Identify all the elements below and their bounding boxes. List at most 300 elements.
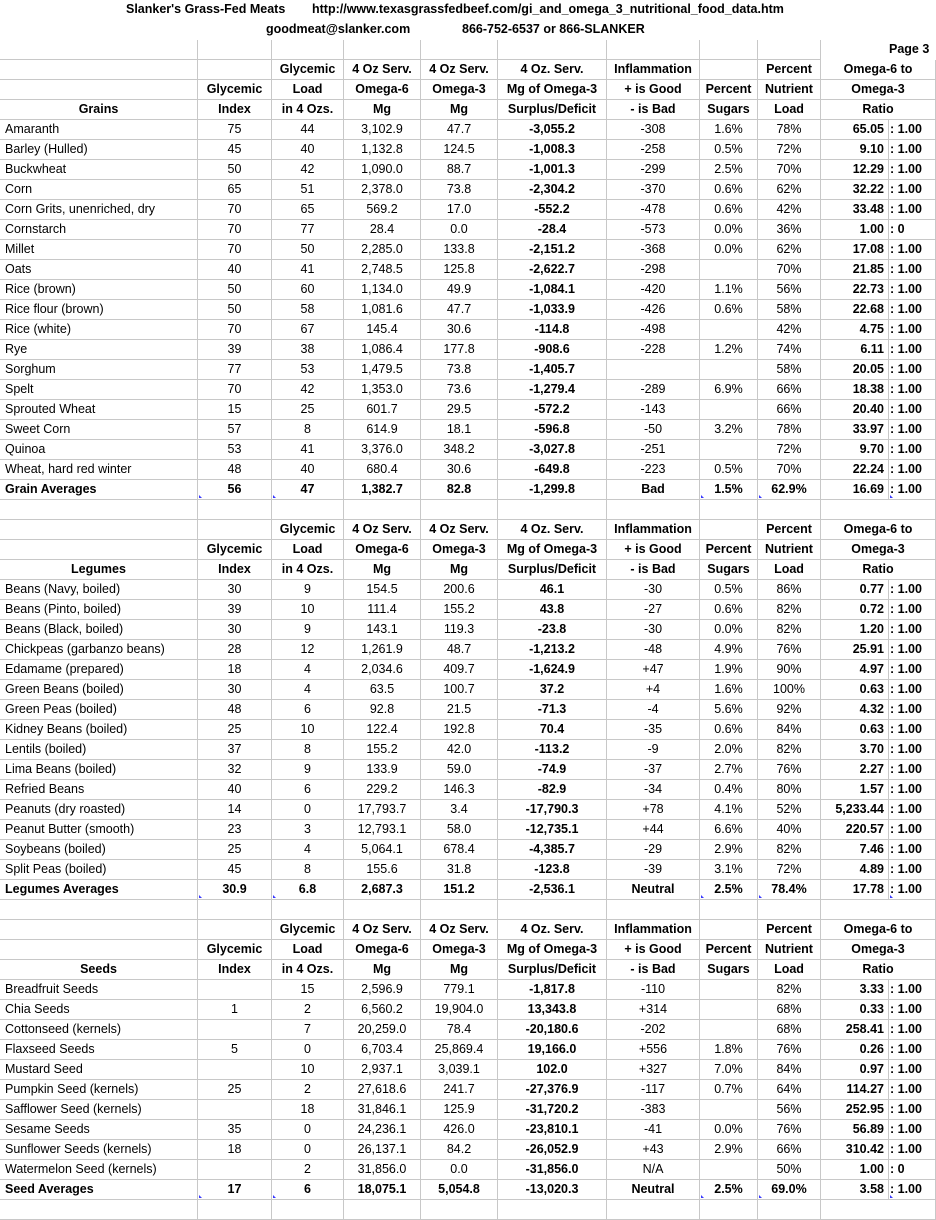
- percent-sugars: 2.5%: [700, 160, 758, 180]
- nutrient-load: 92%: [758, 700, 821, 720]
- omega6-mg: 31,846.1: [344, 1100, 421, 1120]
- ratio-value: 9.70: [821, 440, 889, 460]
- inflammation-average: Neutral: [607, 880, 700, 900]
- glycemic-load: 4: [272, 660, 344, 680]
- table-row: [0, 660, 936, 680]
- nutrient-load-header: Nutrient: [758, 540, 821, 560]
- ratio-suffix: : 1.00: [889, 820, 936, 840]
- table-row: [0, 680, 936, 700]
- nutrient-load: 68%: [758, 1000, 821, 1020]
- inflammation: -298: [607, 260, 700, 280]
- empty-cell: [607, 1200, 700, 1220]
- percent-sugars: 1.6%: [700, 120, 758, 140]
- inflammation: -4: [607, 700, 700, 720]
- ratio-value: 0.72: [821, 600, 889, 620]
- glycemic-index-average: 56: [198, 480, 272, 500]
- glycemic-index: 45: [198, 860, 272, 880]
- percent-sugars: 2.9%: [700, 1140, 758, 1160]
- omega3-mg: 73.6: [421, 380, 498, 400]
- omega6-mg: 680.4: [344, 460, 421, 480]
- table-row: [0, 180, 936, 200]
- omega3-mg: 426.0: [421, 1120, 498, 1140]
- omega6-mg: 145.4: [344, 320, 421, 340]
- glycemic-load: 8: [272, 740, 344, 760]
- omega6-mg: 614.9: [344, 420, 421, 440]
- food-name: Quinoa: [0, 440, 198, 460]
- inflammation-header: + is Good: [607, 940, 700, 960]
- omega3-surplus-deficit: -74.9: [498, 760, 607, 780]
- email: goodmeat@slanker.com: [266, 22, 411, 36]
- table-row: [0, 300, 936, 320]
- glycemic-index: 1: [198, 1000, 272, 1020]
- glycemic-index-header: Glycemic: [198, 940, 272, 960]
- food-name: Rice (white): [0, 320, 198, 340]
- glycemic-index-header: Glycemic: [198, 540, 272, 560]
- ratio-header: Omega-3: [821, 80, 936, 100]
- table-row: [0, 580, 936, 600]
- omega3-surplus-deficit: -3,027.8: [498, 440, 607, 460]
- omega3-surplus-deficit: 70.4: [498, 720, 607, 740]
- glycemic-load-header: in 4 Ozs.: [272, 100, 344, 120]
- omega3-header: Omega-3: [421, 540, 498, 560]
- food-name: Barley (Hulled): [0, 140, 198, 160]
- omega3-mg: 125.9: [421, 1100, 498, 1120]
- percent-sugars: 0.6%: [700, 180, 758, 200]
- table-row: [0, 280, 936, 300]
- ratio-value: 114.27: [821, 1080, 889, 1100]
- table-row: [0, 860, 936, 880]
- glycemic-index: 30: [198, 580, 272, 600]
- sugars-header: Sugars: [700, 560, 758, 580]
- glycemic-load-header: in 4 Ozs.: [272, 560, 344, 580]
- ratio-suffix: : 0: [889, 220, 936, 240]
- ratio-header: Omega-3: [821, 940, 936, 960]
- glycemic-load: 8: [272, 860, 344, 880]
- ratio-suffix: : 1.00: [889, 640, 936, 660]
- food-name: Peanut Butter (smooth): [0, 820, 198, 840]
- table-row: [0, 600, 936, 620]
- food-name: Corn: [0, 180, 198, 200]
- inflammation: -30: [607, 580, 700, 600]
- average-row: [0, 1180, 936, 1200]
- omega3-surplus-deficit: -1,033.9: [498, 300, 607, 320]
- food-name: Refried Beans: [0, 780, 198, 800]
- glycemic-index: 25: [198, 840, 272, 860]
- nutrient-load: 68%: [758, 1020, 821, 1040]
- ratio-suffix: : 1.00: [889, 180, 936, 200]
- sugars-header: [700, 920, 758, 940]
- company-name: Slanker's Grass-Fed Meats: [126, 2, 286, 16]
- inflammation: -48: [607, 640, 700, 660]
- percent-sugars: 6.6%: [700, 820, 758, 840]
- title-row: [0, 0, 936, 20]
- omega3-mg-average: 5,054.8: [421, 1180, 498, 1200]
- percent-sugars-average: 2.5%: [700, 880, 758, 900]
- header-row: [0, 80, 936, 100]
- empty-cell: [421, 900, 498, 920]
- omega6-mg: 5,064.1: [344, 840, 421, 860]
- percent-sugars: 1.9%: [700, 660, 758, 680]
- glycemic-load: 2: [272, 1160, 344, 1180]
- ratio-suffix: : 1.00: [889, 160, 936, 180]
- omega6-header: 4 Oz Serv.: [344, 60, 421, 80]
- header-row: [0, 100, 936, 120]
- percent-sugars: [700, 980, 758, 1000]
- omega3-header: Omega-3: [421, 80, 498, 100]
- percent-sugars: 3.1%: [700, 860, 758, 880]
- omega6-mg: 2,034.6: [344, 660, 421, 680]
- header-row: [0, 540, 936, 560]
- empty-cell: [272, 900, 344, 920]
- glycemic-index-header: Index: [198, 960, 272, 980]
- omega3-header: Mg: [421, 560, 498, 580]
- glycemic-index: 32: [198, 760, 272, 780]
- glycemic-index: 23: [198, 820, 272, 840]
- omega3-surplus-deficit: 102.0: [498, 1060, 607, 1080]
- omega3-surplus-deficit: -23,810.1: [498, 1120, 607, 1140]
- omega6-mg: 1,086.4: [344, 340, 421, 360]
- inflammation: -39: [607, 860, 700, 880]
- nutrient-load-header: Load: [758, 960, 821, 980]
- empty-cell: [700, 40, 758, 60]
- omega3-surplus-deficit: -27,376.9: [498, 1080, 607, 1100]
- nutrient-load: 58%: [758, 360, 821, 380]
- omega3-surplus-deficit: -3,055.2: [498, 120, 607, 140]
- omega3-surplus-deficit: -23.8: [498, 620, 607, 640]
- inflammation: N/A: [607, 1160, 700, 1180]
- omega6-header: Mg: [344, 100, 421, 120]
- nutrient-load: 82%: [758, 740, 821, 760]
- table-row: [0, 420, 936, 440]
- omega6-mg: 3,102.9: [344, 120, 421, 140]
- inflammation: -41: [607, 1120, 700, 1140]
- omega3-surplus-deficit: -649.8: [498, 460, 607, 480]
- omega6-header: Omega-6: [344, 940, 421, 960]
- food-name: Lentils (boiled): [0, 740, 198, 760]
- omega3-mg: 133.8: [421, 240, 498, 260]
- nutrient-load: 70%: [758, 260, 821, 280]
- table-row: [0, 800, 936, 820]
- sugars-header: Percent: [700, 940, 758, 960]
- percent-sugars: 4.1%: [700, 800, 758, 820]
- glycemic-index: [198, 1160, 272, 1180]
- ratio-suffix: : 1.00: [889, 980, 936, 1000]
- glycemic-index: 70: [198, 220, 272, 240]
- table-row: [0, 380, 936, 400]
- ratio-value: 0.77: [821, 580, 889, 600]
- ratio-suffix: : 1.00: [889, 680, 936, 700]
- inflammation: -35: [607, 720, 700, 740]
- glycemic-load: 10: [272, 1060, 344, 1080]
- inflammation: -30: [607, 620, 700, 640]
- omega6-mg: 1,353.0: [344, 380, 421, 400]
- inflammation: -110: [607, 980, 700, 1000]
- omega3-surplus-deficit: -2,304.2: [498, 180, 607, 200]
- nutrient-load-header: Percent: [758, 920, 821, 940]
- omega3-surplus-deficit: -12,735.1: [498, 820, 607, 840]
- header-row: [0, 60, 936, 80]
- omega3-surplus-deficit: -28.4: [498, 220, 607, 240]
- food-name: Corn Grits, unenriched, dry: [0, 200, 198, 220]
- ratio-header: Omega-6 to: [821, 520, 936, 540]
- omega6-header: Mg: [344, 560, 421, 580]
- omega6-mg: 2,937.1: [344, 1060, 421, 1080]
- omega3-surplus-deficit: 19,166.0: [498, 1040, 607, 1060]
- nutrient-load: 74%: [758, 340, 821, 360]
- percent-sugars: 0.6%: [700, 720, 758, 740]
- nutrient-load: 72%: [758, 440, 821, 460]
- omega3-mg: 241.7: [421, 1080, 498, 1100]
- glycemic-load: 4: [272, 840, 344, 860]
- ratio-suffix: : 1.00: [889, 1140, 936, 1160]
- ratio-value-average: 16.69: [821, 480, 889, 500]
- sugars-header: [700, 60, 758, 80]
- glycemic-index-average: 17: [198, 1180, 272, 1200]
- empty-cell: [272, 500, 344, 520]
- omega3-mg: 19,904.0: [421, 1000, 498, 1020]
- glycemic-index-header: Index: [198, 560, 272, 580]
- inflammation-average: Neutral: [607, 1180, 700, 1200]
- omega3-mg: 678.4: [421, 840, 498, 860]
- food-name: Beans (Navy, boiled): [0, 580, 198, 600]
- omega6-mg: 155.2: [344, 740, 421, 760]
- ratio-value: 22.68: [821, 300, 889, 320]
- ratio-suffix: : 1.00: [889, 860, 936, 880]
- empty-cell: [0, 40, 198, 60]
- inflammation: -308: [607, 120, 700, 140]
- omega3-surplus-deficit: -1,084.1: [498, 280, 607, 300]
- food-name: Watermelon Seed (kernels): [0, 1160, 198, 1180]
- glycemic-load: 44: [272, 120, 344, 140]
- ratio-suffix: : 1.00: [889, 140, 936, 160]
- empty-cell: [421, 40, 498, 60]
- food-name: Cottonseed (kernels): [0, 1020, 198, 1040]
- omega6-mg: 155.6: [344, 860, 421, 880]
- glycemic-load: 18: [272, 1100, 344, 1120]
- ratio-suffix: : 1.00: [889, 320, 936, 340]
- nutrient-load: 52%: [758, 800, 821, 820]
- sugars-header: Percent: [700, 80, 758, 100]
- nutrient-load: 76%: [758, 1040, 821, 1060]
- inflammation-header: + is Good: [607, 80, 700, 100]
- empty-cell: [607, 900, 700, 920]
- nutrient-load: 42%: [758, 320, 821, 340]
- inflammation: -27: [607, 600, 700, 620]
- glycemic-index: 77: [198, 360, 272, 380]
- inflammation-header: + is Good: [607, 540, 700, 560]
- category: [0, 520, 198, 540]
- omega3-surplus-deficit: -552.2: [498, 200, 607, 220]
- ratio-value: 22.73: [821, 280, 889, 300]
- omega3-surplus-deficit: -1,279.4: [498, 380, 607, 400]
- empty-cell: [498, 1200, 607, 1220]
- glycemic-index: 25: [198, 1080, 272, 1100]
- food-name: Split Peas (boiled): [0, 860, 198, 880]
- omega3-surplus-deficit: -2,622.7: [498, 260, 607, 280]
- nutrient-load-header: Percent: [758, 60, 821, 80]
- ratio-suffix: : 1.00: [889, 1020, 936, 1040]
- empty-cell: [272, 40, 344, 60]
- nutrient-load: 76%: [758, 760, 821, 780]
- omega3-surplus-deficit: -17,790.3: [498, 800, 607, 820]
- empty-cell: [607, 500, 700, 520]
- ratio-value: 1.00: [821, 1160, 889, 1180]
- sugars-header: Sugars: [700, 960, 758, 980]
- glycemic-load-average: 6.8: [272, 880, 344, 900]
- omega6-mg: 2,378.0: [344, 180, 421, 200]
- percent-sugars: [700, 260, 758, 280]
- nutrient-load: 66%: [758, 380, 821, 400]
- omega6-mg: 20,259.0: [344, 1020, 421, 1040]
- omega6-mg: 122.4: [344, 720, 421, 740]
- omega3-surplus-deficit: -4,385.7: [498, 840, 607, 860]
- glycemic-load: 58: [272, 300, 344, 320]
- glycemic-load: 38: [272, 340, 344, 360]
- food-name: Lima Beans (boiled): [0, 760, 198, 780]
- surplus-deficit-header: Surplus/Deficit: [498, 560, 607, 580]
- glycemic-index: 15: [198, 400, 272, 420]
- ratio-header: Ratio: [821, 960, 936, 980]
- glycemic-load: 67: [272, 320, 344, 340]
- glycemic-load: 6: [272, 700, 344, 720]
- table-row: [0, 1100, 936, 1120]
- ratio-value: 0.33: [821, 1000, 889, 1020]
- category: [0, 940, 198, 960]
- omega6-header: Mg: [344, 960, 421, 980]
- nutrient-load: 72%: [758, 860, 821, 880]
- empty-cell: [758, 500, 821, 520]
- glycemic-index: 65: [198, 180, 272, 200]
- glycemic-load: 0: [272, 800, 344, 820]
- omega6-mg: 133.9: [344, 760, 421, 780]
- table-row: [0, 1060, 936, 1080]
- inflammation: -9: [607, 740, 700, 760]
- table-row: [0, 120, 936, 140]
- percent-sugars: 2.7%: [700, 760, 758, 780]
- glycemic-index: 40: [198, 260, 272, 280]
- ratio-value: 33.97: [821, 420, 889, 440]
- omega6-mg: 6,560.2: [344, 1000, 421, 1020]
- ratio-suffix: : 1.00: [889, 800, 936, 820]
- glycemic-index: 39: [198, 600, 272, 620]
- omega6-mg: 1,081.6: [344, 300, 421, 320]
- inflammation: -117: [607, 1080, 700, 1100]
- food-name: Beans (Black, boiled): [0, 620, 198, 640]
- inflammation: -29: [607, 840, 700, 860]
- ratio-suffix: : 1.00: [889, 600, 936, 620]
- omega3-surplus-deficit: -1,817.8: [498, 980, 607, 1000]
- omega3-mg: 47.7: [421, 120, 498, 140]
- percent-sugars-average: 1.5%: [700, 480, 758, 500]
- ratio-suffix: : 1.00: [889, 720, 936, 740]
- ratio-value: 0.26: [821, 1040, 889, 1060]
- omega3-surplus-deficit: -71.3: [498, 700, 607, 720]
- percent-sugars: 1.6%: [700, 680, 758, 700]
- inflammation: -420: [607, 280, 700, 300]
- food-name: Safflower Seed (kernels): [0, 1100, 198, 1120]
- nutrient-load: 62%: [758, 240, 821, 260]
- glycemic-index: 50: [198, 300, 272, 320]
- percent-sugars: 4.9%: [700, 640, 758, 660]
- glycemic-index-header: [198, 920, 272, 940]
- table-row: [0, 780, 936, 800]
- nutrient-load-average: 62.9%: [758, 480, 821, 500]
- omega6-mg-average: 1,382.7: [344, 480, 421, 500]
- section-title-seeds: Seeds: [0, 960, 198, 980]
- ratio-header: Omega-6 to: [821, 60, 936, 80]
- ratio-suffix: : 1.00: [889, 1000, 936, 1020]
- glycemic-index-header: Glycemic: [198, 80, 272, 100]
- ratio-suffix: : 1.00: [889, 260, 936, 280]
- empty-cell: [498, 500, 607, 520]
- omega3-mg: 48.7: [421, 640, 498, 660]
- table-row: [0, 1120, 936, 1140]
- glycemic-load: 0: [272, 1140, 344, 1160]
- glycemic-load: 4: [272, 680, 344, 700]
- section-title-legumes: Legumes: [0, 560, 198, 580]
- ratio-value: 7.46: [821, 840, 889, 860]
- table-row: [0, 400, 936, 420]
- ratio-value: 17.08: [821, 240, 889, 260]
- ratio-value: 4.75: [821, 320, 889, 340]
- ratio-suffix: : 1.00: [889, 780, 936, 800]
- inflammation: -228: [607, 340, 700, 360]
- omega3-surplus-deficit: -572.2: [498, 400, 607, 420]
- ratio-suffix: : 1.00: [889, 420, 936, 440]
- ratio-suffix: : 1.00: [889, 240, 936, 260]
- nutrient-load: 64%: [758, 1080, 821, 1100]
- omega6-mg: 1,132.8: [344, 140, 421, 160]
- nutrient-load: 66%: [758, 400, 821, 420]
- glycemic-load: 15: [272, 980, 344, 1000]
- food-name: Sunflower Seeds (kernels): [0, 1140, 198, 1160]
- inflammation: -251: [607, 440, 700, 460]
- nutrient-load-header: Nutrient: [758, 80, 821, 100]
- percent-sugars: [700, 1020, 758, 1040]
- omega6-mg: 2,285.0: [344, 240, 421, 260]
- sugars-header: Sugars: [700, 100, 758, 120]
- omega6-mg: 12,793.1: [344, 820, 421, 840]
- surplus-deficit-header: Surplus/Deficit: [498, 960, 607, 980]
- omega6-mg: 1,479.5: [344, 360, 421, 380]
- ratio-value: 12.29: [821, 160, 889, 180]
- glycemic-load-header: Glycemic: [272, 920, 344, 940]
- nutrient-load: 100%: [758, 680, 821, 700]
- ratio-suffix: : 1.00: [889, 1120, 936, 1140]
- nutrient-load: 70%: [758, 460, 821, 480]
- glycemic-index: 18: [198, 1140, 272, 1160]
- inflammation: -223: [607, 460, 700, 480]
- omega3-mg: 3.4: [421, 800, 498, 820]
- sugars-header: Percent: [700, 540, 758, 560]
- ratio-suffix: : 1.00: [889, 1080, 936, 1100]
- header-row: [0, 960, 936, 980]
- omega3-header: 4 Oz Serv.: [421, 920, 498, 940]
- glycemic-index: 39: [198, 340, 272, 360]
- inflammation: +43: [607, 1140, 700, 1160]
- omega6-mg: 1,261.9: [344, 640, 421, 660]
- omega3-mg: 30.6: [421, 460, 498, 480]
- omega3-surplus-deficit: -123.8: [498, 860, 607, 880]
- glycemic-load-header: Load: [272, 540, 344, 560]
- percent-sugars: 0.6%: [700, 300, 758, 320]
- food-name: Chia Seeds: [0, 1000, 198, 1020]
- omega3-surplus-deficit: -2,151.2: [498, 240, 607, 260]
- page-number: Page 3: [889, 42, 930, 56]
- ratio-value: 0.97: [821, 1060, 889, 1080]
- omega3-mg: 30.6: [421, 320, 498, 340]
- omega6-mg: 26,137.1: [344, 1140, 421, 1160]
